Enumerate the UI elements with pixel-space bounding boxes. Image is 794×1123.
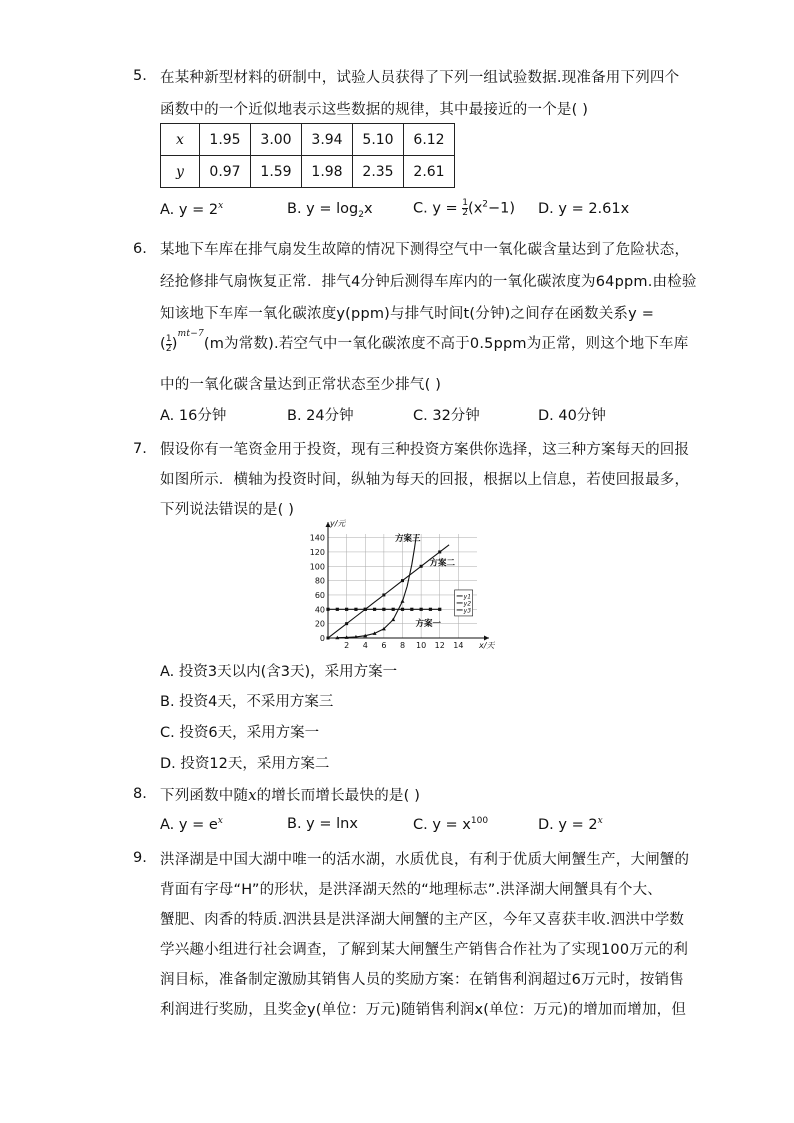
chart-grid — [328, 534, 477, 638]
x-tick-label: 8 — [399, 641, 406, 650]
chart-legend — [455, 590, 473, 616]
q8-line1: 下列函数中随x的增长而增长最快的是( ) — [160, 788, 421, 804]
q6-line1: 某地下车库在排气扇发生故障的情况下测得空气中一氧化碳含量达到了危险状态， — [160, 242, 690, 258]
q5-option-b[interactable]: B. $y = \log_2x$ — [287, 201, 373, 220]
q7-option-a[interactable]: A. 投资3天以内(含3天)，采用方案一 — [160, 664, 398, 680]
series-plan-3-marker — [401, 599, 405, 603]
series-plan-1-marker — [401, 608, 404, 611]
table-row-x — [161, 124, 455, 156]
table-cell: 2.61 — [404, 156, 455, 188]
q9-line4: 学兴趣小组进行社会调查，了解到某大闸蟹生产销售合作社为了实现100万元的利 — [160, 942, 689, 958]
series-plan-2-marker — [438, 550, 441, 553]
series-label-plan-3: 方案三 — [395, 534, 421, 545]
series-plan-1-marker — [345, 608, 348, 611]
table-cell: 2.35 — [353, 156, 404, 188]
series-plan-1-marker — [420, 608, 423, 611]
q7-number: 7. — [133, 441, 147, 457]
q6-option-a[interactable]: A. 16分钟 — [160, 408, 227, 424]
x-tick-label: 14 — [453, 641, 464, 650]
q8-option-d[interactable]: D. $y = 2^x$ — [538, 816, 603, 833]
series-plan-1-marker — [429, 608, 432, 611]
legend-entry: y1 — [463, 593, 472, 601]
y-tick-label: 80 — [314, 576, 325, 586]
q5-option-a[interactable]: A. $y = 2^x$ — [160, 201, 224, 218]
q6-number: 6. — [133, 241, 147, 257]
q8-option-b[interactable]: B. y = lnx — [287, 816, 358, 832]
table-row-y — [161, 156, 455, 188]
y-tick-label: 60 — [314, 590, 325, 600]
series-label-plan-1: 方案一 — [415, 618, 442, 629]
series-plan-2-marker — [401, 579, 404, 582]
q6-option-c[interactable]: C. 32分钟 — [413, 408, 480, 424]
q9-line6: 利润进行奖励，且奖金y(单位：万元)随销售利润x(单位：万元)的增加而增加，但 — [160, 1002, 687, 1018]
series-plan-2-marker — [345, 622, 348, 625]
x-tick-label: 4 — [362, 641, 368, 650]
q9-line1: 洪泽湖是中国大湖中唯一的活水湖，水质优良，有利于优质大闸蟹生产，大闸蟹的 — [160, 852, 690, 868]
y-tick-label: 0 — [319, 634, 325, 643]
q6-line2: 经抢修排气扇恢复正常．排气4分钟后测得车库内的一氧化碳浓度为64ppm.由检验 — [160, 274, 697, 290]
q6-line5: 中的一氧化碳含量达到正常状态至少排气( ) — [160, 377, 442, 393]
q6-line3: 知该地下车库一氧化碳浓度y(ppm)与排气时间t(分钟)之间存在函数关系y = — [160, 306, 655, 322]
table-cell: 3.94 — [302, 124, 353, 156]
series-plan-1-marker — [373, 608, 376, 611]
table-header-y: y — [161, 156, 200, 188]
x-axis-label: x/天 — [479, 641, 495, 650]
series-plan-1-marker — [336, 608, 339, 611]
q7-line1: 假设你有一笔资金用于投资，现有三种投资方案供你选择，这三种方案每天的回报 — [160, 442, 690, 458]
series-plan-2-marker — [364, 608, 367, 611]
x-tick-label: 6 — [381, 641, 387, 650]
series-plan-1-marker — [410, 608, 413, 611]
series-plan-2-marker — [327, 637, 330, 640]
q5-line2: 函数中的一个近似地表示这些数据的规律，其中最接近的一个是( ) — [160, 102, 589, 118]
table-cell: 5.10 — [353, 124, 404, 156]
legend-entry: y2 — [463, 600, 472, 608]
y-tick-label: 20 — [314, 619, 325, 629]
series-plan-2-marker — [382, 593, 385, 596]
x-axis-arrow — [484, 636, 489, 641]
q7-line2: 如图所示．横轴为投资时间，纵轴为每天的回报，根据以上信息，若使回报最多， — [160, 472, 690, 488]
q5-data-table — [160, 123, 455, 188]
q9-number: 9. — [133, 850, 147, 866]
q5-line1: 在某种新型材料的研制中，试验人员获得了下列一组试验数据.现准备用下列四个 — [160, 70, 680, 86]
series-label-plan-2: 方案二 — [429, 558, 456, 569]
series-plan-2-marker — [420, 565, 423, 568]
chart-labels — [329, 519, 495, 650]
legend-entry: y3 — [463, 607, 472, 615]
table-header-x: x — [161, 124, 200, 156]
q9-line5: 润目标，准备制定激励其销售人员的奖励方案：在销售利润超过6万元时，按销售 — [160, 972, 684, 988]
q8-number: 8. — [133, 786, 147, 802]
series-plan-1-marker — [354, 608, 357, 611]
series-plan-3-marker — [391, 618, 395, 622]
q6-option-b[interactable]: B. 24分钟 — [287, 408, 354, 424]
table-cell: 0.97 — [200, 156, 251, 188]
q9-line3: 蟹肥、肉香的特质.泗洪县是洪泽湖大闸蟹的主产区，今年又喜获丰收.泗洪中学数 — [160, 912, 685, 928]
series-plan-1-marker — [326, 608, 329, 611]
q8-option-a[interactable]: A. $y = e^x$ — [160, 816, 223, 833]
q6-line4: ( $\frac{1}{2}$ )$^{mt-7}$(m为常数).若空气中一氧化碳浓度不高于0.5ppm为正常，则这个地下车库 — [160, 329, 689, 354]
y-tick-label: 100 — [309, 562, 325, 572]
y-axis-label: y/元 — [330, 519, 346, 528]
q5-option-c[interactable]: C. y = $\frac{1}{2}$ $(x^2-1)$ — [413, 198, 516, 218]
q5-option-d[interactable]: D. y = 2.61x — [538, 201, 630, 217]
x-tick-label: 2 — [344, 641, 350, 650]
q5-number: 5. — [133, 68, 147, 84]
series-plan-1-marker — [392, 608, 395, 611]
table-cell: 3.00 — [251, 124, 302, 156]
table-cell: 1.98 — [302, 156, 353, 188]
series-plan-1-marker — [438, 608, 441, 611]
table-cell: 1.95 — [200, 124, 251, 156]
table-cell: 6.12 — [404, 124, 455, 156]
x-tick-label: 12 — [434, 641, 445, 650]
series-plan-1-marker — [382, 608, 385, 611]
q6-option-d[interactable]: D. 40分钟 — [538, 408, 606, 424]
q7-option-b[interactable]: B. 投资4天，不采用方案三 — [160, 694, 334, 710]
y-tick-label: 40 — [314, 605, 325, 615]
table-cell: 1.59 — [251, 156, 302, 188]
x-tick-label: 10 — [416, 641, 427, 650]
y-tick-label: 140 — [309, 533, 325, 543]
q8-option-c[interactable]: C. $y = x^{100}$ — [413, 816, 489, 833]
q7-option-d[interactable]: D. 投资12天，采用方案二 — [160, 756, 330, 772]
q9-line2: 背面有字母“H”的形状，是洪泽湖天然的“地理标志”.洪泽湖大闸蟹具有个大、 — [160, 882, 663, 898]
q7-option-c[interactable]: C. 投资6天，采用方案一 — [160, 725, 320, 741]
y-tick-label: 120 — [309, 547, 325, 557]
investment-chart — [300, 518, 500, 656]
q7-line3: 下列说法错误的是( ) — [160, 502, 295, 518]
